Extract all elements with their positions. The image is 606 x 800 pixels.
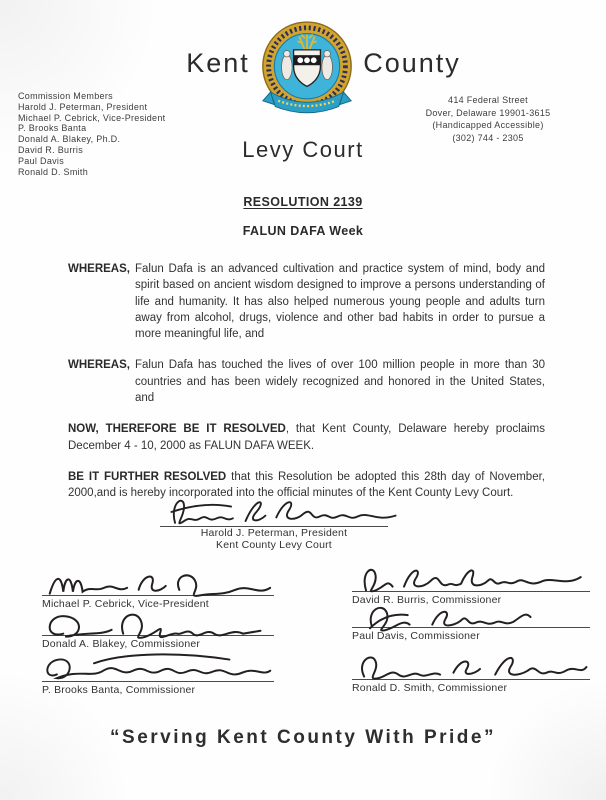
commissioner-name-title: Ronald D. Smith, Commissioner <box>352 682 508 694</box>
whereas-label: WHEREAS, <box>68 263 130 275</box>
kent-county-seal-icon <box>259 20 355 122</box>
whereas-clause-2 <box>64 357 545 406</box>
resolved-lead: NOW, THEREFORE BE IT RESOLVED <box>68 423 286 436</box>
letterhead-kent: Kent <box>186 48 250 78</box>
commission-member: Harold J. Peterman, President <box>18 101 148 112</box>
department-title: Levy Court <box>242 137 364 162</box>
commission-member: Ronald D. Smith <box>18 166 89 177</box>
address-city: Dover, Delaware 19901-3615 <box>425 107 551 118</box>
further-rest: that this Resolution be adopted this 28th day of November, 2000,and is hereby incorporated into the official minutes of the Kent County Levy Court. <box>68 470 545 500</box>
signature-block-cebrick <box>42 566 274 610</box>
signature-block-president <box>160 492 388 551</box>
commissioner-name-title: Donald A. Blakey, Commissioner <box>42 638 201 650</box>
commission-member: Paul Davis <box>18 155 65 166</box>
whereas-clause-1 <box>64 261 545 342</box>
president-name-title: Harold J. Peterman, President <box>200 527 348 539</box>
further-lead: BE IT FURTHER RESOLVED <box>68 470 227 483</box>
signature-block-blakey <box>42 606 274 650</box>
resolved-rest: , that Kent County, Delaware hereby proclaims December 4 - 10, 2000 as FALUN DAFA WEEK. <box>68 423 545 452</box>
whereas-text: Falun Dafa is an advanced cultivation and practice system of mind, body and spirit based on ancient wisdom designed to improve a persons understanding of life and humanity. It has also helped numerous young people and adults turn away from alcohol, drugs, violence and other bad habits in order to pursue a more meaningful life, and <box>135 263 545 341</box>
resolution-number-title: RESOLUTION 2139 <box>243 195 363 209</box>
commission-member: Michael P. Cebrick, Vice-President <box>18 112 166 123</box>
commission-member: P. Brooks Banta <box>18 123 87 134</box>
resolved-paragraph <box>64 421 545 454</box>
address-street: 414 Federal Street <box>448 95 528 105</box>
whereas-label: WHEREAS, <box>68 359 130 372</box>
address-phone: (302) 744 - 2305 <box>452 132 524 143</box>
signature-block-davis <box>352 600 590 642</box>
county-slogan: “Serving Kent County With Pride” <box>110 727 496 748</box>
commissioner-name-title: Michael P. Cebrick, Vice-President <box>42 598 209 610</box>
signature-block-banta <box>42 646 274 696</box>
signature-block-smith <box>352 648 590 694</box>
commissioner-name-title: David R. Burris, Commissioner <box>352 594 502 606</box>
commission-member: David R. Burris <box>18 144 84 155</box>
resolution-body <box>64 261 545 517</box>
commission-title: Commission Members <box>18 91 113 101</box>
signature-harold-peterman <box>166 492 401 532</box>
commissioner-name-title: P. Brooks Banta, Commissioner <box>42 684 196 696</box>
letterhead-county: County <box>363 48 461 78</box>
resolution-subject-title: FALUN DAFA Week <box>242 224 364 238</box>
commission-member: Donald A. Blakey, Ph.D. <box>18 134 121 145</box>
whereas-text: Falun Dafa has touched the lives of over 100 million people in more than 30 countries and has been widely recognized and honored in the United States, and <box>135 359 545 405</box>
commissioner-name-title: Paul Davis, Commissioner <box>352 630 480 642</box>
address-accessible-note: (Handicapped Accessible) <box>432 120 544 130</box>
commission-members-list <box>18 91 165 177</box>
president-org: Kent County Levy Court <box>216 539 332 551</box>
